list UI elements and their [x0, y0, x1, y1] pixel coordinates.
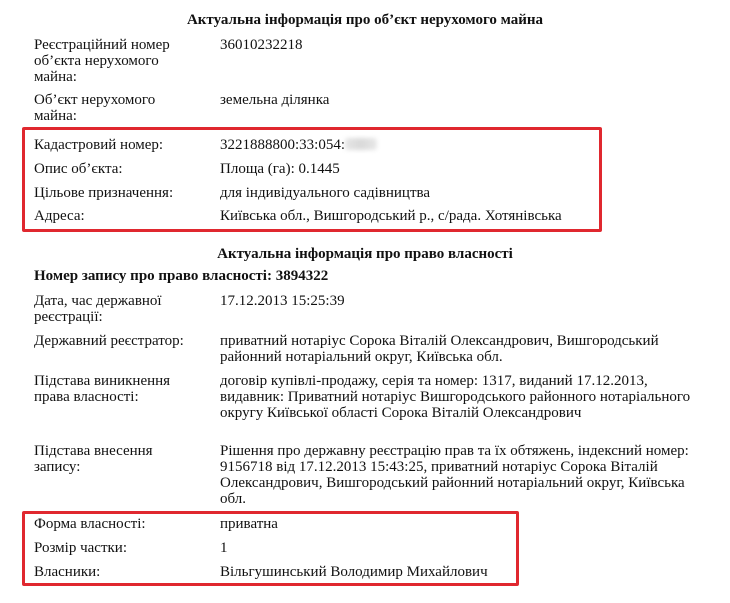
ownership-record-number: Номер запису про право власності: 3894322: [34, 268, 329, 284]
row-value: 1: [220, 540, 228, 556]
info-row-record-basis: [34, 443, 714, 507]
row-label: Опис об’єкта:: [34, 161, 123, 177]
row-label: Форма власності:: [34, 516, 146, 532]
row-value: Рішення про державну реєстрацію прав та їх обтяжень, індексний номер: 9156718 від 17.12.2013 15:43:25, приватний нотаріус Сорока Віталій Олександрович, Вишгородський районний нотаріальний округ, Київська обл.: [220, 443, 689, 507]
object-section-title: Актуальна інформація про об’єкт нерухомого майна: [186, 12, 544, 28]
row-label: Адреса:: [34, 208, 85, 224]
row-value: 36010232218: [220, 37, 303, 53]
info-row-ownership-basis: [34, 373, 714, 437]
row-value: договір купівлі-продажу, серія та номер: 1317, виданий 17.12.2013, видавник: Приватний нотаріус Вишгородського районного нотаріального округу Київської області Сорока Віталій Олександрович: [220, 373, 691, 421]
row-value: приватна: [220, 516, 278, 532]
row-label: Реєстраційний номер об’єкта нерухомого майна:: [34, 37, 170, 85]
row-label: Кадастровий номер:: [34, 137, 164, 153]
row-value: Площа (га): 0.1445: [220, 161, 340, 177]
info-row-registrar: [34, 333, 714, 367]
row-label: Підстава внесення запису:: [34, 443, 153, 475]
row-label: Об’єкт нерухомого майна:: [34, 92, 156, 124]
row-value: [220, 137, 710, 153]
cadastral-number-visible: 3221888800:33:054:: [220, 137, 346, 153]
row-label: Дата, час державної реєстрації:: [34, 293, 162, 325]
row-value: 17.12.2013 15:25:39: [220, 293, 345, 309]
row-value: земельна ділянка: [220, 92, 330, 108]
info-row-registration-number: [34, 37, 714, 85]
redacted-blur: [345, 138, 377, 150]
row-value: для індивідуального садівництва: [220, 185, 431, 201]
info-row-object-type: [34, 92, 714, 126]
row-label: Розмір частки:: [34, 540, 127, 556]
row-label: Державний реєстратор:: [34, 333, 184, 349]
info-row-registration-date: [34, 293, 714, 327]
row-label: Цільове призначення:: [34, 185, 174, 201]
row-value: Вільгушинський Володимир Михайлович: [220, 564, 488, 580]
row-label: Підстава виникнення права власності:: [34, 373, 171, 405]
row-value: приватний нотаріус Сорока Віталій Олександрович, Вишгородський районний нотаріальний округ, Київська обл.: [220, 333, 659, 365]
row-value: Київська обл., Вишгородський р., с/рада. Хотянівська: [220, 208, 562, 224]
ownership-section-title: Актуальна інформація про право власності: [217, 246, 513, 262]
row-label: Власники:: [34, 564, 101, 580]
